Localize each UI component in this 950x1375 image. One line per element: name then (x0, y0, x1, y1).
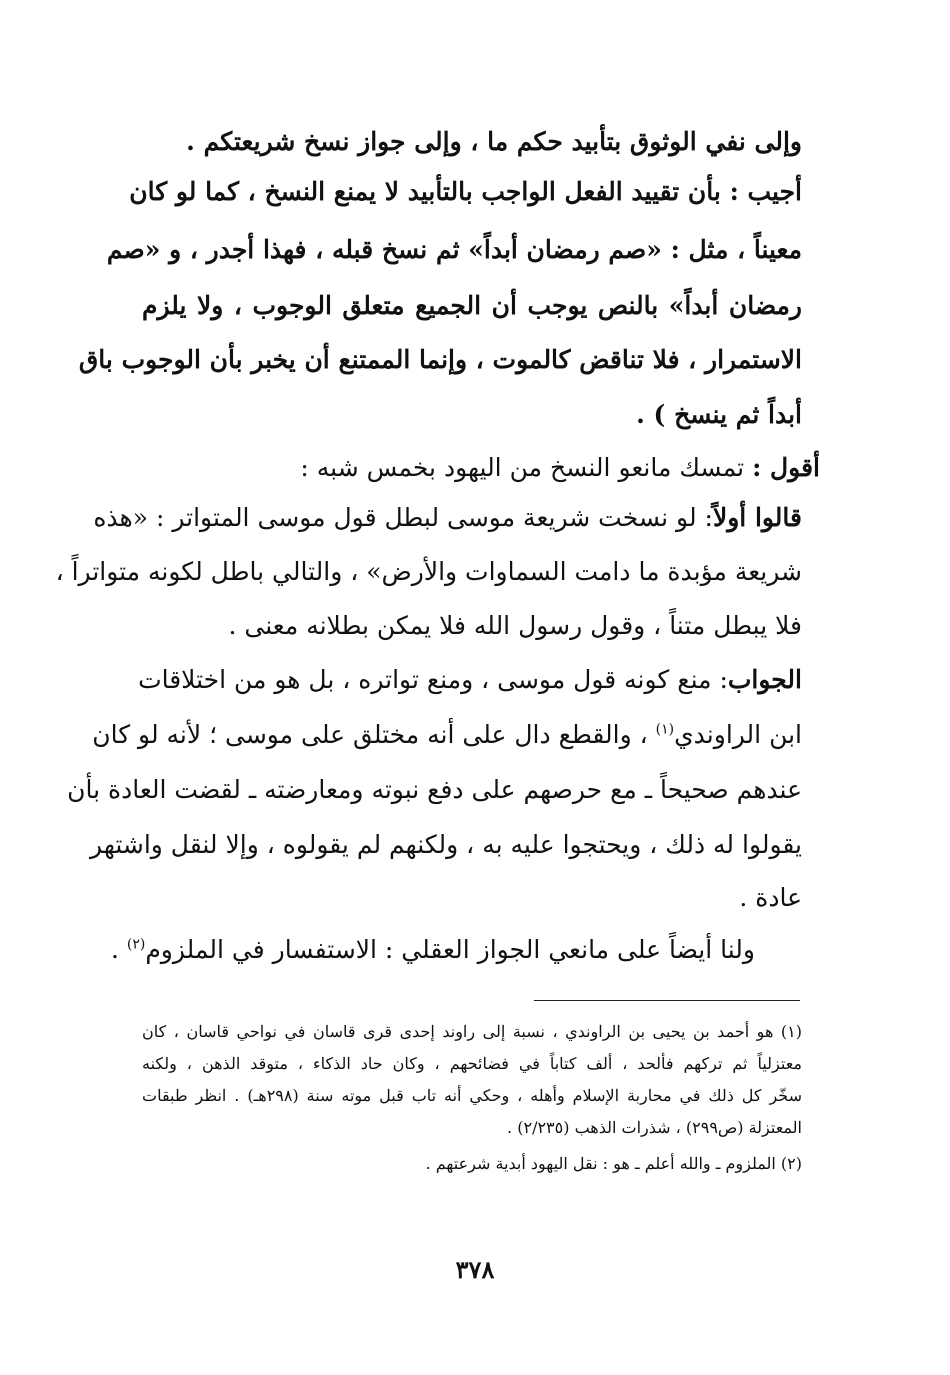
footnote-1-line-2: معتزلياً ثم تركهم فألحد ، ألف كتاباً في فضائحهم ، وكان حاد الذكاء ، متوقد الذهن ، ولكنه (142, 1054, 802, 1073)
footnote-1-line-3: سخّر كل ذلك في محاربة الإسلام وأهله ، وحكي أنه تاب قبل موته سنة (٢٩٨هـ) . انظر طبقات (142, 1086, 803, 1105)
body-line-15: عادة . (739, 883, 802, 912)
body-line-3: معيناً ، مثل : «صم رمضان أبداً» ثم نسخ قبله ، فهذا أجدر ، و «صم (106, 235, 802, 264)
body-line-4: رمضان أبداً» بالنص يوجب أن الجميع متعلق الوجوب ، ولا يلزم (142, 291, 802, 320)
footnote-ref-2: (٢) (126, 936, 146, 953)
body-line-16: ولنا أيضاً على مانعي الجواز العقلي : الاستفسار في الملزوم$^{(٢)}$ . (110, 935, 755, 964)
footnote-2: (٢) الملزوم ـ والله أعلم ـ هو : نقل اليهود أبدية شرعتهم . (425, 1154, 802, 1173)
footnote-separator (534, 1000, 800, 1001)
body-line-5: الاستمرار ، فلا تناقض كالموت ، وإنما الممتنع أن يخبر بأن الوجوب باق (78, 345, 802, 374)
body-line-8: قالوا أولاً: لو نسخت شريعة موسى لبطل قول موسى المتواتر : «هذه (93, 503, 802, 532)
body-line-13: عندهم صحيحاً ـ مع حرصهم على دفع نبوته ومعارضته ـ لقضت العادة بأن (67, 775, 802, 804)
label-qalu-awwalan: قالوا أولاً (712, 503, 802, 532)
page-number: ٣٧٨ (455, 1255, 495, 1284)
footnote-1-line-4: المعتزلة (ص٢٩٩) ، شذرات الذهب (٢/٢٣٥) . (507, 1118, 802, 1137)
body-line-6: أبداً ثم ينسخ ) . (636, 400, 802, 429)
body-line-2: أجيب : بأن تقييد الفعل الواجب بالتأبيد لا يمنع النسخ ، كما لو كان (129, 177, 802, 206)
body-line-7: أقول : تمسك مانعو النسخ من اليهود بخمس شبه : (300, 453, 820, 482)
footnote-1-line-1: (١) هو أحمد بن يحيى بن الراوندي ، نسبة إلى راوند إحدى قرى قاسان في نواحي قاسان ، كان (142, 1022, 802, 1041)
body-line-9: شريعة مؤبدة ما دامت السماوات والأرض» ، والتالي باطل لكونه متواتراً ، (55, 557, 802, 586)
body-line-1: وإلى نفي الوثوق بتأبيد حكم ما ، وإلى جواز نسخ شريعتكم . (186, 127, 802, 156)
body-line-12: ابن الراوندي$^{(١)}$ ، والقطع دال على أنه مختلق على موسى ؛ لأنه لو كان (92, 720, 802, 749)
label-aljawab: الجواب (727, 665, 802, 694)
body-line-11: الجواب: منع كونه قول موسى ، ومنع تواتره ، بل هو من اختلاقات (138, 665, 802, 694)
label-aqulu: أقول : (752, 453, 820, 482)
body-line-10: فلا يبطل متناً ، وقول رسول الله فلا يمكن بطلانه معنى . (228, 611, 802, 640)
footnote-ref-1: (١) (655, 721, 675, 738)
body-line-14: يقولوا له ذلك ، ويحتجوا عليه به ، ولكنهم لم يقولوه ، وإلا لنقل واشتهر (90, 830, 802, 859)
